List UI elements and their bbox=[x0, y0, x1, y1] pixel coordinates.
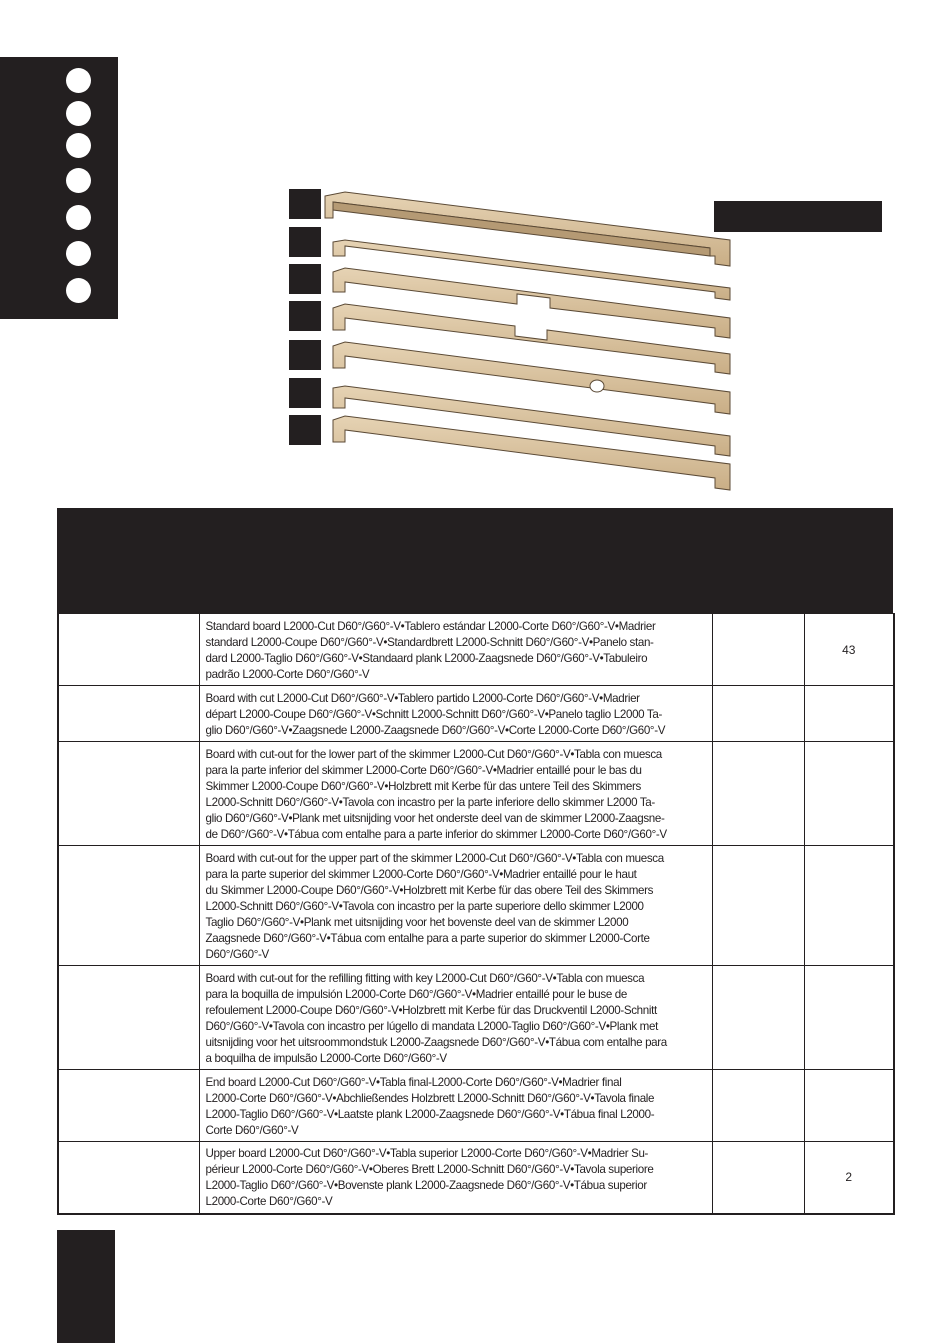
description-line: L2000-Schnitt D60°/G60°-V•Tavola con incastro per la parte superiore dello skimmer L2000 bbox=[205, 899, 644, 913]
part-code-cell bbox=[712, 846, 804, 966]
description-line: départ L2000-Coupe D60°/G60°-V•Schnitt L2000-Schnitt D60°/G60°-V•Panelo taglio L2000 Ta- bbox=[205, 707, 662, 721]
part-code-cell bbox=[712, 742, 804, 846]
description-line: Corte D60°/G60°-V bbox=[205, 1123, 299, 1137]
language-dot bbox=[66, 241, 91, 266]
part-ref-cell bbox=[58, 614, 199, 686]
description-line: Taglio D60°/G60°-V•Plank met uitsnijding voor het bovenste deel van de skimmer L2000 bbox=[205, 915, 629, 929]
description-line: para la parte superior del skimmer L2000-Corte D60°/G60°-V•Madrier entaillé pour le haut bbox=[205, 867, 637, 881]
description-line: Board with cut L2000-Cut D60°/G60°-V•Tablero partido L2000-Corte D60°/G60°-V•Madrier bbox=[205, 691, 640, 705]
description-line: glio D60°/G60°-V•Plank met uitsnijding voor het onderste deel van de skimmer L2000-Zaagsne- bbox=[205, 811, 665, 825]
part-description bbox=[199, 966, 712, 1070]
description-line: Zaagsnede D60°/G60°-V•Tábua com entalhe para a parte superior do skimmer L2000-Corte bbox=[205, 931, 650, 945]
page-number-tab bbox=[57, 1230, 115, 1343]
table-row bbox=[58, 686, 894, 742]
part-ref-cell bbox=[58, 1070, 199, 1142]
part-ref-cell bbox=[58, 846, 199, 966]
description-line: Board with cut-out for the refilling fitting with key L2000-Cut D60°/G60°-V•Tabla con muesca bbox=[205, 971, 645, 985]
board-label-1 bbox=[289, 189, 321, 219]
part-quantity bbox=[804, 846, 894, 966]
language-dot bbox=[66, 205, 91, 230]
description-line: refoulement L2000-Coupe D60°/G60°-V•Holzbrett mit Kerbe für das Druckventil L2000-Schnitt bbox=[205, 1003, 657, 1017]
table-row bbox=[58, 1142, 894, 1214]
board-label-4 bbox=[289, 301, 321, 331]
description-line: Upper board L2000-Cut D60°/G60°-V•Tabla superior L2000-Corte D60°/G60°-V•Madrier Su- bbox=[205, 1147, 649, 1161]
part-ref-cell bbox=[58, 966, 199, 1070]
board-label-7 bbox=[289, 415, 321, 445]
part-code-cell bbox=[712, 1070, 804, 1142]
board-standard bbox=[325, 192, 730, 266]
description-line: dard L2000-Taglio D60°/G60°-V•Standaard plank L2000-Zaagsnede D60°/G60°-V•Tabuleiro bbox=[205, 651, 648, 665]
description-line: glio D60°/G60°-V•Zaagsnede L2000-Zaagsnede D60°/G60°-V•Corte L2000-Corte D60°/G60°-V bbox=[205, 723, 666, 737]
part-ref-cell bbox=[58, 686, 199, 742]
part-code-cell bbox=[712, 686, 804, 742]
table-row bbox=[58, 1070, 894, 1142]
description-line: Skimmer L2000-Coupe D60°/G60°-V•Holzbrett mit Kerbe für das untere Teil des Skimmers bbox=[205, 779, 641, 793]
language-tab bbox=[0, 57, 118, 319]
description-line: périeur L2000-Corte D60°/G60°-V•Oberes Brett L2000-Schnitt D60°/G60°-V•Tavola superiore bbox=[205, 1163, 654, 1177]
language-dot bbox=[66, 133, 91, 158]
table-row bbox=[58, 966, 894, 1070]
part-description bbox=[199, 614, 712, 686]
description-line: L2000-Taglio D60°/G60°-V•Laatste plank L2000-Zaagsnede D60°/G60°-V•Tábua final L2000- bbox=[205, 1107, 655, 1121]
description-line: para la parte inferior del skimmer L2000-Corte D60°/G60°-V•Madrier entaillé pour le bas du bbox=[205, 763, 642, 777]
description-line: standard L2000-Coupe D60°/G60°-V•Standardbrett L2000-Schnitt D60°/G60°-V•Panelo stan- bbox=[205, 635, 654, 649]
part-quantity: 2 bbox=[804, 1142, 894, 1214]
part-description bbox=[199, 742, 712, 846]
boards-illustration bbox=[285, 180, 745, 500]
part-description bbox=[199, 686, 712, 742]
board-lower-skimmer bbox=[333, 268, 730, 338]
description-line: Standard board L2000-Cut D60°/G60°-V•Tablero estándar L2000-Corte D60°/G60°-V•Madrier bbox=[205, 619, 656, 633]
description-line: L2000-Taglio D60°/G60°-V•Bovenste plank L2000-Zaagsnede D60°/G60°-V•Tábua superior bbox=[205, 1179, 647, 1193]
description-line: L2000-Corte D60°/G60°-V•Abchließendes Holzbrett L2000-Schnitt D60°/G60°-V•Tavola finale bbox=[205, 1091, 655, 1105]
description-line: D60°/G60°-V bbox=[205, 947, 269, 961]
language-dot bbox=[66, 68, 91, 93]
description-line: du Skimmer L2000-Coupe D60°/G60°-V•Holzbrett mit Kerbe für das obere Teil des Skimmers bbox=[205, 883, 654, 897]
parts-table-header bbox=[57, 508, 893, 614]
part-code-cell bbox=[712, 614, 804, 686]
part-description bbox=[199, 1070, 712, 1142]
part-description bbox=[199, 1142, 712, 1214]
description-line: uitsnijding voor het uitsroommondstuk L2000-Zaagsnede D60°/G60°-V•Tábua com entalhe para bbox=[205, 1035, 667, 1049]
table-row bbox=[58, 742, 894, 846]
description-line: padrão L2000-Corte D60°/G60°-V bbox=[205, 667, 370, 681]
board-upper bbox=[333, 416, 730, 490]
description-line: L2000-Corte D60°/G60°-V bbox=[205, 1195, 333, 1209]
part-code-cell bbox=[712, 966, 804, 1070]
part-quantity bbox=[804, 966, 894, 1070]
language-dot bbox=[66, 278, 91, 303]
description-line: End board L2000-Cut D60°/G60°-V•Tabla final-L2000-Corte D60°/G60°-V•Madrier final bbox=[205, 1075, 622, 1089]
table-row bbox=[58, 614, 894, 686]
description-line: a boquilha de impulsão L2000-Corte D60°/G60°-V bbox=[205, 1051, 447, 1065]
description-line: para la boquilla de impulsión L2000-Corte D60°/G60°-V•Madrier entaillé pour le buse de bbox=[205, 987, 627, 1001]
part-quantity bbox=[804, 742, 894, 846]
description-line: D60°/G60°-V•Tavola con incastro per lúgello di mandata L2000-Taglio D60°/G60°-V•Plank met bbox=[205, 1019, 658, 1033]
board-label-6 bbox=[289, 378, 321, 408]
part-ref-cell bbox=[58, 742, 199, 846]
description-line: L2000-Schnitt D60°/G60°-V•Tavola con incastro per la parte inferiore dello skimmer L2000 Ta- bbox=[205, 795, 655, 809]
description-line: Board with cut-out for the lower part of the skimmer L2000-Cut D60°/G60°-V•Tabla con muesca bbox=[205, 747, 662, 761]
part-ref-cell bbox=[58, 1142, 199, 1214]
board-label-3 bbox=[289, 264, 321, 294]
table-row bbox=[58, 846, 894, 966]
board-label-5 bbox=[289, 340, 321, 370]
part-description bbox=[199, 846, 712, 966]
part-quantity bbox=[804, 686, 894, 742]
part-quantity bbox=[804, 1070, 894, 1142]
board-label-2 bbox=[289, 227, 321, 257]
parts-table bbox=[57, 613, 895, 1215]
description-line: Board with cut-out for the upper part of the skimmer L2000-Cut D60°/G60°-V•Tabla con muesca bbox=[205, 851, 664, 865]
language-dot bbox=[66, 101, 91, 126]
part-quantity: 43 bbox=[804, 614, 894, 686]
part-code-cell bbox=[712, 1142, 804, 1214]
description-line: de D60°/G60°-V•Tábua com entalhe para a parte inferior do skimmer L2000-Corte D60°/G60°-V bbox=[205, 827, 667, 841]
language-dot bbox=[66, 168, 91, 193]
